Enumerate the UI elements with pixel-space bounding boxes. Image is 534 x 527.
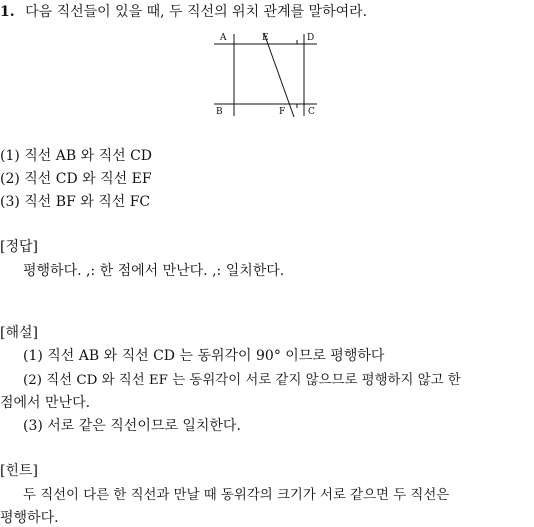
problem-number: 1. [0,4,15,20]
answer-text: 평행하다. ,: 한 점에서 만난다. ,: 일치한다. [23,263,285,279]
problem-statement [0,1,367,21]
label-b: B [216,107,223,117]
explanation-line-2-cont: 점에서 만난다. [0,395,91,411]
explanation-header: [해설] [0,325,38,341]
sub-question-2: (2) 직선 CD 와 직선 EF [0,171,152,187]
lines-figure [212,30,320,120]
explanation-line-1: (1) 직선 AB 와 직선 CD 는 동위각이 90° 이므로 평행하다 [23,348,385,364]
label-e: E [262,33,269,43]
explanation-line-3: (3) 서로 같은 직선이므로 일치한다. [23,418,241,434]
hint-line-2: 평행하다. [0,510,59,526]
label-a: A [220,33,227,43]
sub-question-3: (3) 직선 BF 와 직선 FC [0,194,151,210]
problem-text: 다음 직선들이 있을 때, 두 직선의 위치 관계를 말하여라. [25,4,368,20]
hint-header: [힌트] [0,463,38,479]
label-f: F [279,107,286,117]
answer-header: [정답] [0,239,38,255]
label-d: D [307,33,315,43]
sub-question-1: (1) 직선 AB 와 직선 CD [0,148,153,164]
label-c: C [308,107,315,117]
hint-line-1: 두 직선이 다른 한 직선과 만날 때 동위각의 크기가 서로 같으면 두 직선은 [23,488,450,503]
explanation-line-2: (2) 직선 CD 와 직선 EF 는 동위각이 서로 같지 않으므로 평행하지 않고 한 [23,373,461,388]
